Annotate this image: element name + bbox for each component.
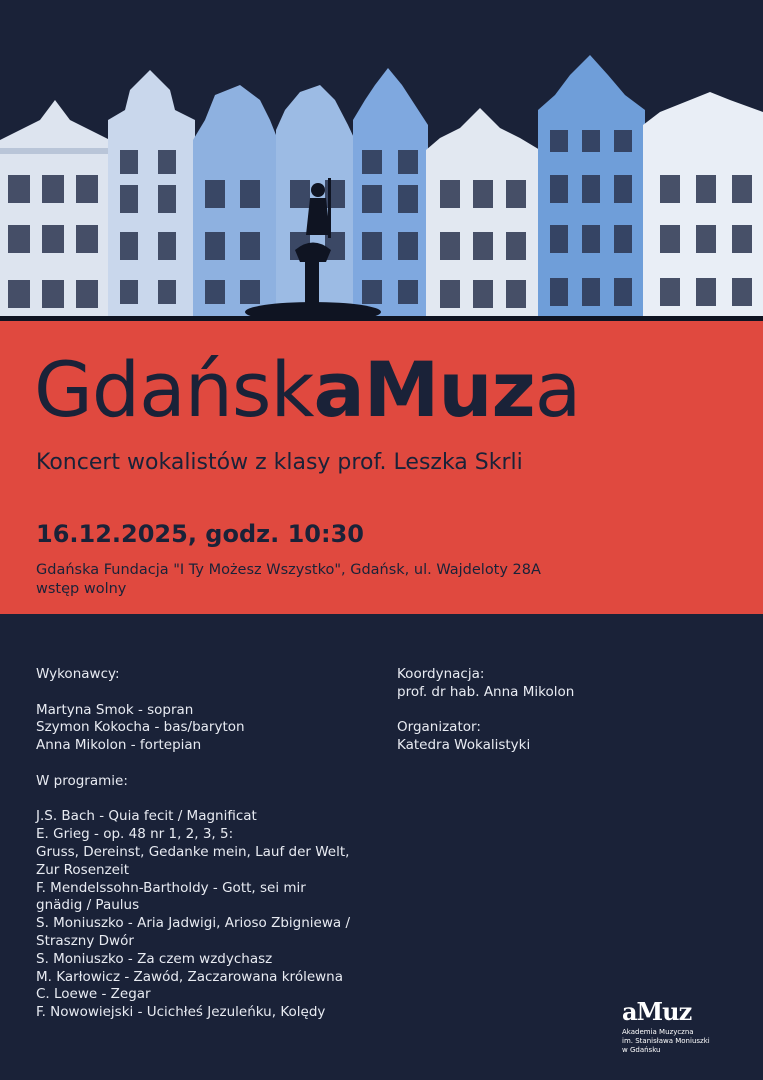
program-line: J.S. Bach - Quia fecit / Magnificat bbox=[36, 808, 257, 825]
performer-item: Martyna Smok - sopran bbox=[36, 701, 194, 718]
program-line: E. Grieg - op. 48 nr 1, 2, 3, 5: bbox=[36, 826, 234, 843]
program-line: M. Karłowicz - Zawód, Zaczarowana królewna bbox=[36, 968, 343, 985]
program-heading: W programie: bbox=[36, 772, 128, 789]
performers-heading: Wykonawcy: bbox=[36, 666, 120, 682]
academy-logo bbox=[622, 997, 742, 1055]
event-subtitle: Koncert wokalistów z klasy prof. Leszka Skrli bbox=[36, 450, 523, 475]
logo-line: Akademia Muzyczna bbox=[622, 1028, 694, 1036]
program-line: F. Nowowiejski - Ucichłeś Jezuleńku, Kolędy bbox=[36, 1004, 326, 1021]
program-line: F. Mendelssohn-Bartholdy - Gott, sei mir bbox=[36, 879, 306, 896]
performer-item: Anna Mikolon - fortepian bbox=[36, 737, 202, 754]
program-line: Zur Rosenzeit bbox=[36, 861, 130, 878]
gdansk-townhouses-illustration bbox=[0, 0, 763, 322]
program-line: S. Moniuszko - Za czem wzdychasz bbox=[36, 950, 273, 967]
logo-line: w Gdańsku bbox=[622, 1046, 661, 1054]
organizer-heading: Organizator: bbox=[397, 719, 481, 736]
coordination-value: prof. dr hab. Anna Mikolon bbox=[397, 683, 575, 700]
venue-address: Gdańska Fundacja "I Ty Możesz Wszystko", Gdańsk, ul. Wajdeloty 28A bbox=[36, 562, 541, 578]
organizer-value: Katedra Wokalistyki bbox=[397, 737, 531, 754]
coordination-heading: Koordynacja: bbox=[397, 666, 485, 682]
title-part-1: Gdańsk bbox=[34, 345, 314, 434]
logo-mark: aMuz bbox=[622, 997, 692, 1026]
program-line: Straszny Dwór bbox=[36, 932, 134, 949]
program-line: Gruss, Dereinst, Gedanke mein, Lauf der Welt, bbox=[36, 843, 350, 860]
event-venue bbox=[36, 561, 541, 599]
title-part-2: aMuz bbox=[313, 345, 535, 434]
program-line: C. Loewe - Zegar bbox=[36, 986, 151, 1003]
program-line: S. Moniuszko - Aria Jadwigi, Arioso Zbigniewa / bbox=[36, 915, 350, 932]
performer-item: Szymon Kokocha - bas/baryton bbox=[36, 719, 245, 736]
event-title bbox=[34, 345, 581, 434]
program-line: gnädig / Paulus bbox=[36, 897, 140, 914]
performers-program-column bbox=[36, 666, 376, 1022]
logo-line: im. Stanisława Moniuszki bbox=[622, 1037, 710, 1045]
venue-admission: wstęp wolny bbox=[36, 581, 127, 597]
title-part-3: a bbox=[534, 345, 581, 434]
event-datetime: 16.12.2025, godz. 10:30 bbox=[36, 520, 364, 548]
coordination-organizer-column bbox=[397, 666, 727, 755]
